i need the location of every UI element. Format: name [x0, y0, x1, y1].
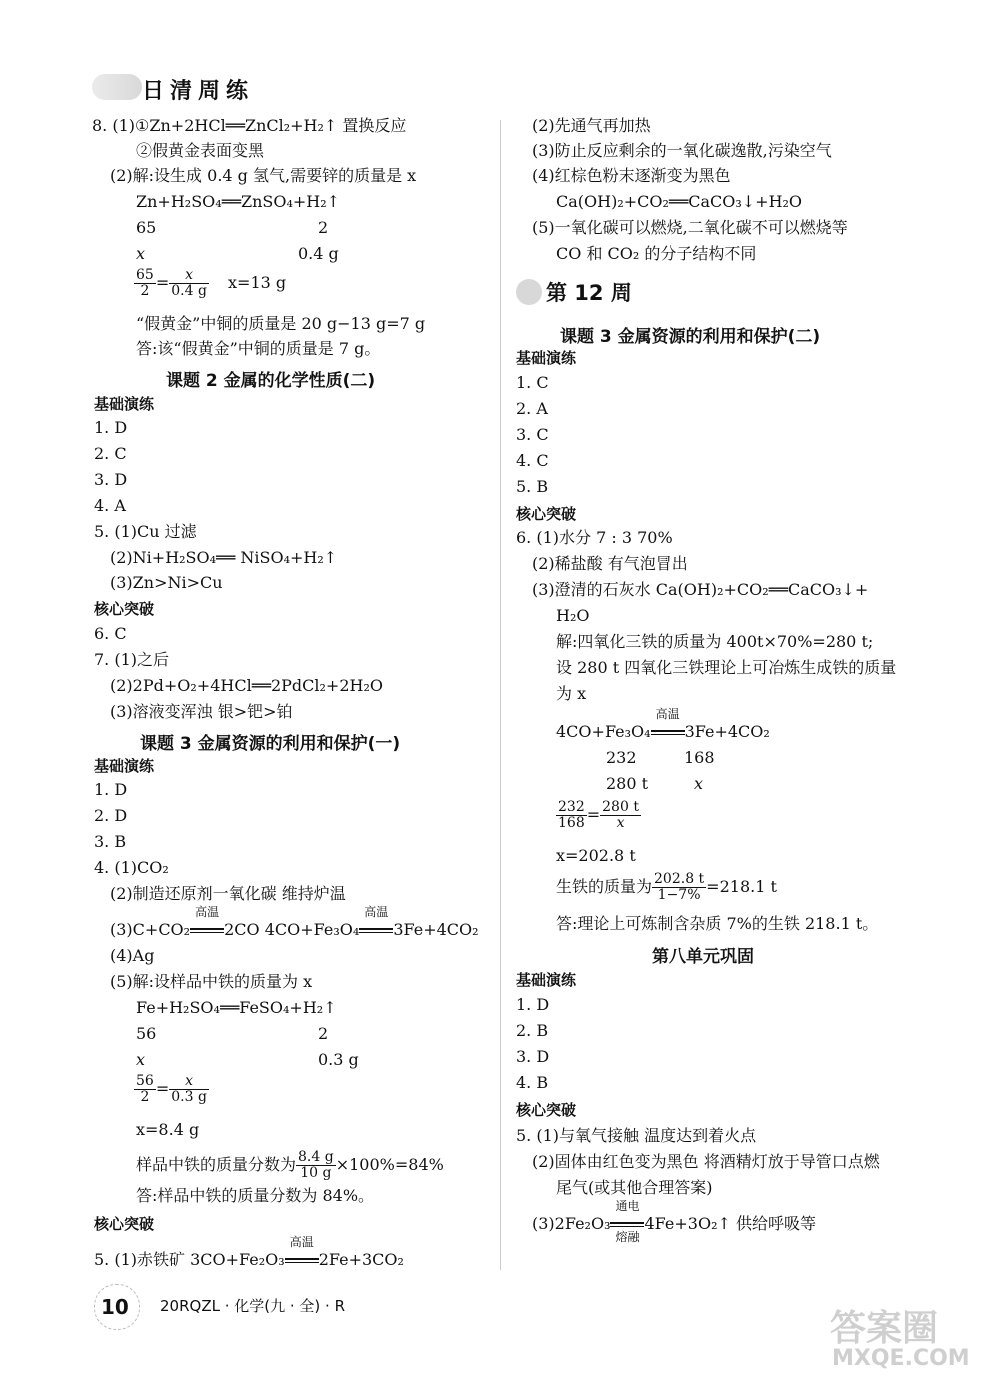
q8-h2-mass: 0.4 g — [298, 244, 339, 263]
column-divider — [500, 120, 501, 1270]
condition-label: 通电 — [615, 1199, 640, 1213]
frac-num: 8.4 g — [298, 1149, 334, 1165]
frac-den: 2 — [140, 1089, 150, 1105]
answer-g5-2b: 尾气(或其他合理答案) — [556, 1178, 713, 1197]
answer-f1: 1. D — [516, 995, 550, 1014]
e6-solution-2: 设 280 t 四氧化三铁理论上可冶炼生成铁的质量 — [556, 658, 897, 677]
week-title: 第 12 周 — [546, 281, 632, 305]
eq-part: 5. (1)赤铁矿 3CO+Fe₂O₃ — [94, 1250, 285, 1269]
b4-percent — [136, 1150, 444, 1181]
condition-label: 熔融 — [615, 1230, 640, 1244]
basic-heading: 基础演练 — [516, 971, 577, 989]
frac-num: 232 — [558, 799, 585, 815]
e6-result: x=202.8 t — [556, 846, 636, 865]
e6-solution-3: 为 x — [556, 684, 587, 703]
e6-pig-iron — [556, 872, 777, 903]
core-heading: 核心突破 — [94, 1215, 155, 1233]
e6-mass-2: 168 — [684, 748, 715, 767]
footer-code: 20RQZL · 化学(九 · 全) · R — [160, 1297, 345, 1315]
r-line4: (4)红棕色粉末逐渐变为黑色 — [532, 166, 731, 185]
core-heading: 核心突破 — [516, 505, 577, 523]
b4-answer: 答:样品中铁的质量分数为 84%。 — [136, 1186, 375, 1205]
condition-arrow — [610, 1199, 644, 1244]
eq-part: (3)C+CO₂ — [110, 920, 191, 939]
q8-mass-h2: 2 — [318, 218, 329, 237]
r-line3: (3)防止反应剩余的一氧化碳逸散,污染空气 — [532, 141, 832, 160]
q8-x: x — [136, 244, 146, 263]
page-number: 10 — [101, 1295, 129, 1319]
frac-num: 56 — [136, 1073, 154, 1089]
answer-b2: 2. D — [94, 806, 128, 825]
answer-5-3: (3)Zn>Ni>Cu — [110, 573, 223, 592]
answer-g5-2: (2)固体由红色变为黑色 将酒精灯放于导管口点燃 — [532, 1152, 880, 1171]
section-title-t3b: 课题 3 金属资源的利用和保护(二) — [560, 327, 821, 347]
condition-arrow — [285, 1235, 319, 1270]
watermark — [820, 1300, 990, 1380]
answer-7-1: 7. (1)之后 — [94, 650, 170, 669]
e6-answer: 答:理论上可炼制含杂质 7%的生铁 218.1 t。 — [556, 914, 879, 933]
q8-result: x=13 g — [228, 273, 287, 292]
answer-3: 3. D — [94, 470, 128, 489]
page-header — [92, 70, 262, 106]
answer-d1: 1. C — [516, 373, 549, 392]
condition-arrow — [190, 905, 224, 940]
b4-mass-h2: 2 — [318, 1024, 329, 1043]
q8-mass-zn: 65 — [136, 218, 157, 237]
answer-b1: 1. D — [94, 780, 128, 799]
q8-line1: 8. (1)①Zn+2HCl══ZnCl₂+H₂↑ 置换反应 — [92, 116, 407, 135]
b4-equation: Fe+H₂SO₄══FeSO₄+H₂↑ — [136, 998, 337, 1017]
answer-e6-3: (3)澄清的石灰水 Ca(OH)₂+CO₂══CaCO₃↓+ — [532, 580, 869, 599]
b4-h2-mass: 0.3 g — [318, 1050, 359, 1069]
text: ×100%=84% — [335, 1155, 444, 1174]
answer-g5-3 — [532, 1199, 816, 1244]
week-banner — [516, 277, 632, 307]
frac-num: x — [169, 268, 209, 284]
b4-mass-fe: 56 — [136, 1024, 157, 1043]
text: 样品中铁的质量分数为 — [136, 1155, 297, 1174]
answer-d5: 5. B — [516, 477, 549, 496]
eq-part: 3Fe+4CO₂ — [684, 722, 770, 741]
b4-result: x=8.4 g — [136, 1120, 200, 1139]
e6-mass-3: 280 t — [606, 774, 649, 793]
condition-label: 高温 — [289, 1235, 314, 1249]
answer-b4-5: (5)解:设样品中铁的质量为 x — [110, 972, 313, 991]
b4-x: x — [136, 1050, 146, 1069]
eq-part: 4CO+Fe₃O₄ — [556, 722, 651, 741]
answer-7-3: (3)溶液变浑浊 银>钯>铂 — [110, 702, 293, 721]
frac-den: 0.4 g — [171, 283, 207, 299]
answer-f4: 4. B — [516, 1073, 549, 1092]
frac-num: x — [169, 1074, 209, 1090]
frac-den: 2 — [140, 283, 150, 299]
answer-d4: 4. C — [516, 451, 549, 470]
e6-mass-1: 232 — [606, 748, 637, 767]
condition-label: 高温 — [195, 905, 220, 919]
answer-b4-3 — [110, 905, 479, 940]
e6-proportion: $\frac{232}{168}$ = $\frac{280 t}{x}$ — [558, 799, 639, 831]
answer-d3: 3. C — [516, 425, 549, 444]
answer-2: 2. C — [94, 444, 127, 463]
answer-1: 1. D — [94, 418, 128, 437]
answer-7-2: (2)2Pd+O₂+4HCl══2PdCl₂+2H₂O — [110, 676, 383, 695]
frac-den: 168 — [558, 815, 585, 831]
basic-heading: 基础演练 — [94, 395, 155, 413]
text: 生铁的质量为 — [556, 877, 653, 896]
basic-heading: 基础演练 — [94, 757, 155, 775]
eq-part: 4Fe+3O₂↑ 供给呼吸等 — [644, 1214, 816, 1233]
eq-part: 2Fe+3CO₂ — [318, 1250, 404, 1269]
frac-num: 280 t — [602, 799, 639, 815]
section-title-unit8: 第八单元巩固 — [652, 947, 754, 967]
basic-heading: 基础演练 — [516, 349, 577, 367]
week-banner-decoration — [516, 279, 542, 305]
frac-den: 0.3 g — [171, 1089, 207, 1105]
frac-den: 1−7% — [657, 887, 701, 903]
q8-proportion: $\frac{65}{2}$ = $\frac{x}{0.4 g}$ x=13 g — [136, 267, 287, 299]
q8-line3: (2)解:设生成 0.4 g 氢气,需要锌的质量是 x — [110, 166, 417, 185]
eq-part: 2CO 4CO+Fe₃O₄ — [224, 920, 360, 939]
answer-f3: 3. D — [516, 1047, 550, 1066]
header-decoration — [92, 74, 142, 100]
answer-b3: 3. B — [94, 832, 127, 851]
answer-4: 4. A — [94, 496, 126, 515]
r-line2: (2)先通气再加热 — [532, 116, 651, 135]
eq-part: (3)2Fe₂O₃ — [532, 1214, 611, 1233]
watermark-url: MXQE.COM — [832, 1346, 970, 1371]
e6-solution-1: 解:四氧化三铁的质量为 400t×70%=280 t; — [556, 632, 874, 651]
answer-c5 — [94, 1235, 404, 1270]
answer-5-1: 5. (1)Cu 过滤 — [94, 522, 197, 541]
frac-num: 202.8 t — [654, 871, 705, 887]
frac-num: 65 — [136, 267, 154, 283]
q8-answer: 答:该“假黄金”中铜的质量是 7 g。 — [136, 339, 381, 358]
e6-x: x — [694, 774, 704, 793]
answer-6: 6. C — [94, 624, 127, 643]
page-number-badge — [94, 1284, 140, 1330]
r-line5b: CO 和 CO₂ 的分子结构不同 — [556, 244, 757, 263]
answer-e6-3b: H₂O — [556, 606, 590, 625]
watermark-text: 答案圈 — [830, 1308, 939, 1349]
q8-line2: ②假黄金表面变黑 — [136, 141, 265, 160]
e6-equation — [556, 707, 770, 742]
eq-part: 3Fe+4CO₂ — [393, 920, 479, 939]
condition-arrow — [651, 707, 685, 742]
r-line4-eq: Ca(OH)₂+CO₂══CaCO₃↓+H₂O — [556, 192, 803, 211]
q8-equation: Zn+H₂SO₄══ZnSO₄+H₂↑ — [136, 192, 341, 211]
frac-den: x — [616, 815, 625, 831]
core-heading: 核心突破 — [94, 600, 155, 618]
condition-label: 高温 — [655, 707, 680, 721]
core-heading: 核心突破 — [516, 1101, 577, 1119]
q8-copper: “假黄金”中铜的质量是 20 g−13 g=7 g — [136, 314, 426, 333]
r-line5: (5)一氧化碳可以燃烧,二氧化碳不可以燃烧等 — [532, 218, 848, 237]
answer-e6-2: (2)稀盐酸 有气泡冒出 — [532, 554, 688, 573]
answer-e6-1: 6. (1)水分 7 : 3 70% — [516, 528, 673, 547]
answer-b4-4: (4)Ag — [110, 946, 155, 965]
condition-arrow — [359, 905, 393, 940]
text: =218.1 t — [706, 877, 777, 896]
answer-f2: 2. B — [516, 1021, 549, 1040]
section-title-t3: 课题 3 金属资源的利用和保护(一) — [140, 734, 401, 754]
condition-label: 高温 — [364, 905, 389, 919]
answer-b4-1: 4. (1)CO₂ — [94, 858, 169, 877]
header-title: 日清周练 — [142, 79, 255, 104]
answer-d2: 2. A — [516, 399, 548, 418]
section-title-t2: 课题 2 金属的化学性质(二) — [166, 371, 376, 391]
answer-5-2: (2)Ni+H₂SO₄══ NiSO₄+H₂↑ — [110, 548, 338, 567]
frac-den: 10 g — [300, 1165, 332, 1181]
answer-b4-2: (2)制造还原剂一氧化碳 维持炉温 — [110, 884, 346, 903]
b4-proportion: $\frac{56}{2}$ = $\frac{x}{0.3 g}$ — [136, 1073, 207, 1105]
answer-g5-1: 5. (1)与氧气接触 温度达到着火点 — [516, 1126, 757, 1145]
